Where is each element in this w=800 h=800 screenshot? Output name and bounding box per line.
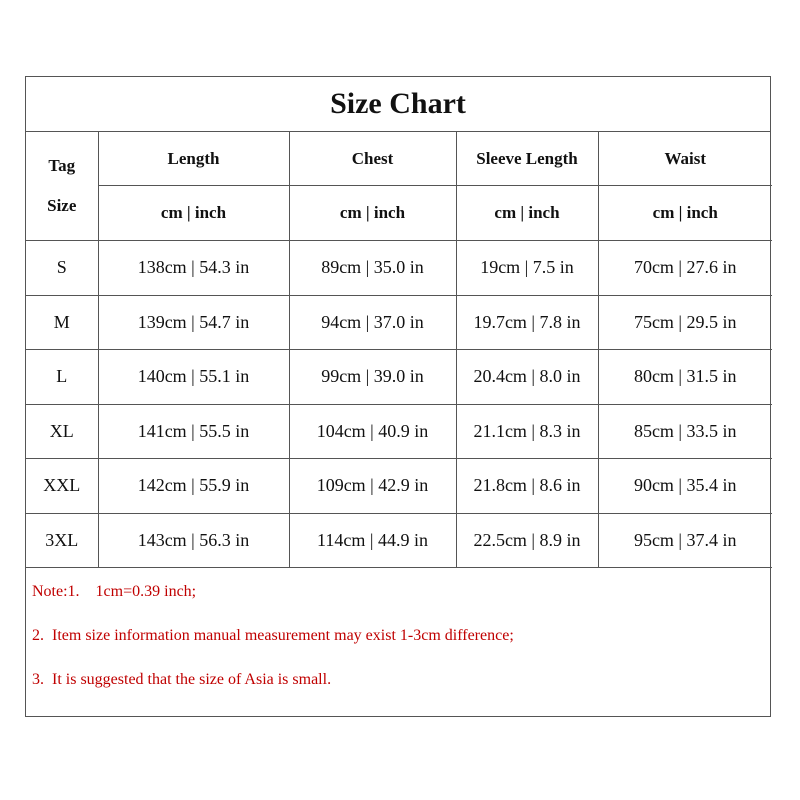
unit-header-length: cm | inch: [98, 186, 289, 241]
table-row: [26, 241, 772, 296]
size-cell: XXL: [26, 459, 98, 514]
size-chart: [25, 76, 771, 717]
chest-cell: 94cm | 37.0 in: [289, 295, 456, 350]
sleeve-cell: 20.4cm | 8.0 in: [456, 350, 598, 405]
length-cell: 142cm | 55.9 in: [98, 459, 289, 514]
waist-cell: 85cm | 33.5 in: [598, 404, 772, 459]
waist-cell: 75cm | 29.5 in: [598, 295, 772, 350]
note-line-3: 3. It is suggested that the size of Asia is small.: [32, 671, 332, 688]
waist-cell: 90cm | 35.4 in: [598, 459, 772, 514]
sleeve-cell: 21.8cm | 8.6 in: [456, 459, 598, 514]
chest-cell: 114cm | 44.9 in: [289, 513, 456, 568]
length-cell: 139cm | 54.7 in: [98, 295, 289, 350]
note-line-2: 2. Item size information manual measurement may exist 1-3cm difference;: [32, 627, 514, 644]
size-cell: S: [26, 241, 98, 296]
chest-cell: 109cm | 42.9 in: [289, 459, 456, 514]
size-table: [26, 132, 772, 568]
chest-cell: 89cm | 35.0 in: [289, 241, 456, 296]
table-row: [26, 295, 772, 350]
size-cell: XL: [26, 404, 98, 459]
table-row: [26, 459, 772, 514]
sleeve-cell: 19cm | 7.5 in: [456, 241, 598, 296]
waist-cell: 80cm | 31.5 in: [598, 350, 772, 405]
unit-header-sleeve-length: cm | inch: [456, 186, 598, 241]
sleeve-cell: 21.1cm | 8.3 in: [456, 404, 598, 459]
length-cell: 141cm | 55.5 in: [98, 404, 289, 459]
unit-header-chest: cm | inch: [289, 186, 456, 241]
sleeve-cell: 19.7cm | 7.8 in: [456, 295, 598, 350]
table-row: [26, 350, 772, 405]
notes-section: [26, 568, 770, 708]
column-header-waist: Waist: [598, 132, 772, 186]
length-cell: 143cm | 56.3 in: [98, 513, 289, 568]
tag-size-header: [26, 132, 98, 241]
sleeve-cell: 22.5cm | 8.9 in: [456, 513, 598, 568]
chart-title: Size Chart: [26, 77, 770, 132]
column-header-chest: Chest: [289, 132, 456, 186]
table-row: [26, 404, 772, 459]
note-line-1: Note:1. 1cm=0.39 inch;: [32, 583, 197, 600]
table-row: [26, 513, 772, 568]
chest-cell: 104cm | 40.9 in: [289, 404, 456, 459]
length-cell: 140cm | 55.1 in: [98, 350, 289, 405]
tag-size-header-line1: Tag: [48, 156, 76, 175]
length-cell: 138cm | 54.3 in: [98, 241, 289, 296]
waist-cell: 70cm | 27.6 in: [598, 241, 772, 296]
column-header-sleeve-length: Sleeve Length: [456, 132, 598, 186]
tag-size-header-line2: Size: [47, 196, 77, 215]
column-header-length: Length: [98, 132, 289, 186]
size-cell: L: [26, 350, 98, 405]
unit-header-waist: cm | inch: [598, 186, 772, 241]
waist-cell: 95cm | 37.4 in: [598, 513, 772, 568]
size-cell: 3XL: [26, 513, 98, 568]
size-cell: M: [26, 295, 98, 350]
chest-cell: 99cm | 39.0 in: [289, 350, 456, 405]
